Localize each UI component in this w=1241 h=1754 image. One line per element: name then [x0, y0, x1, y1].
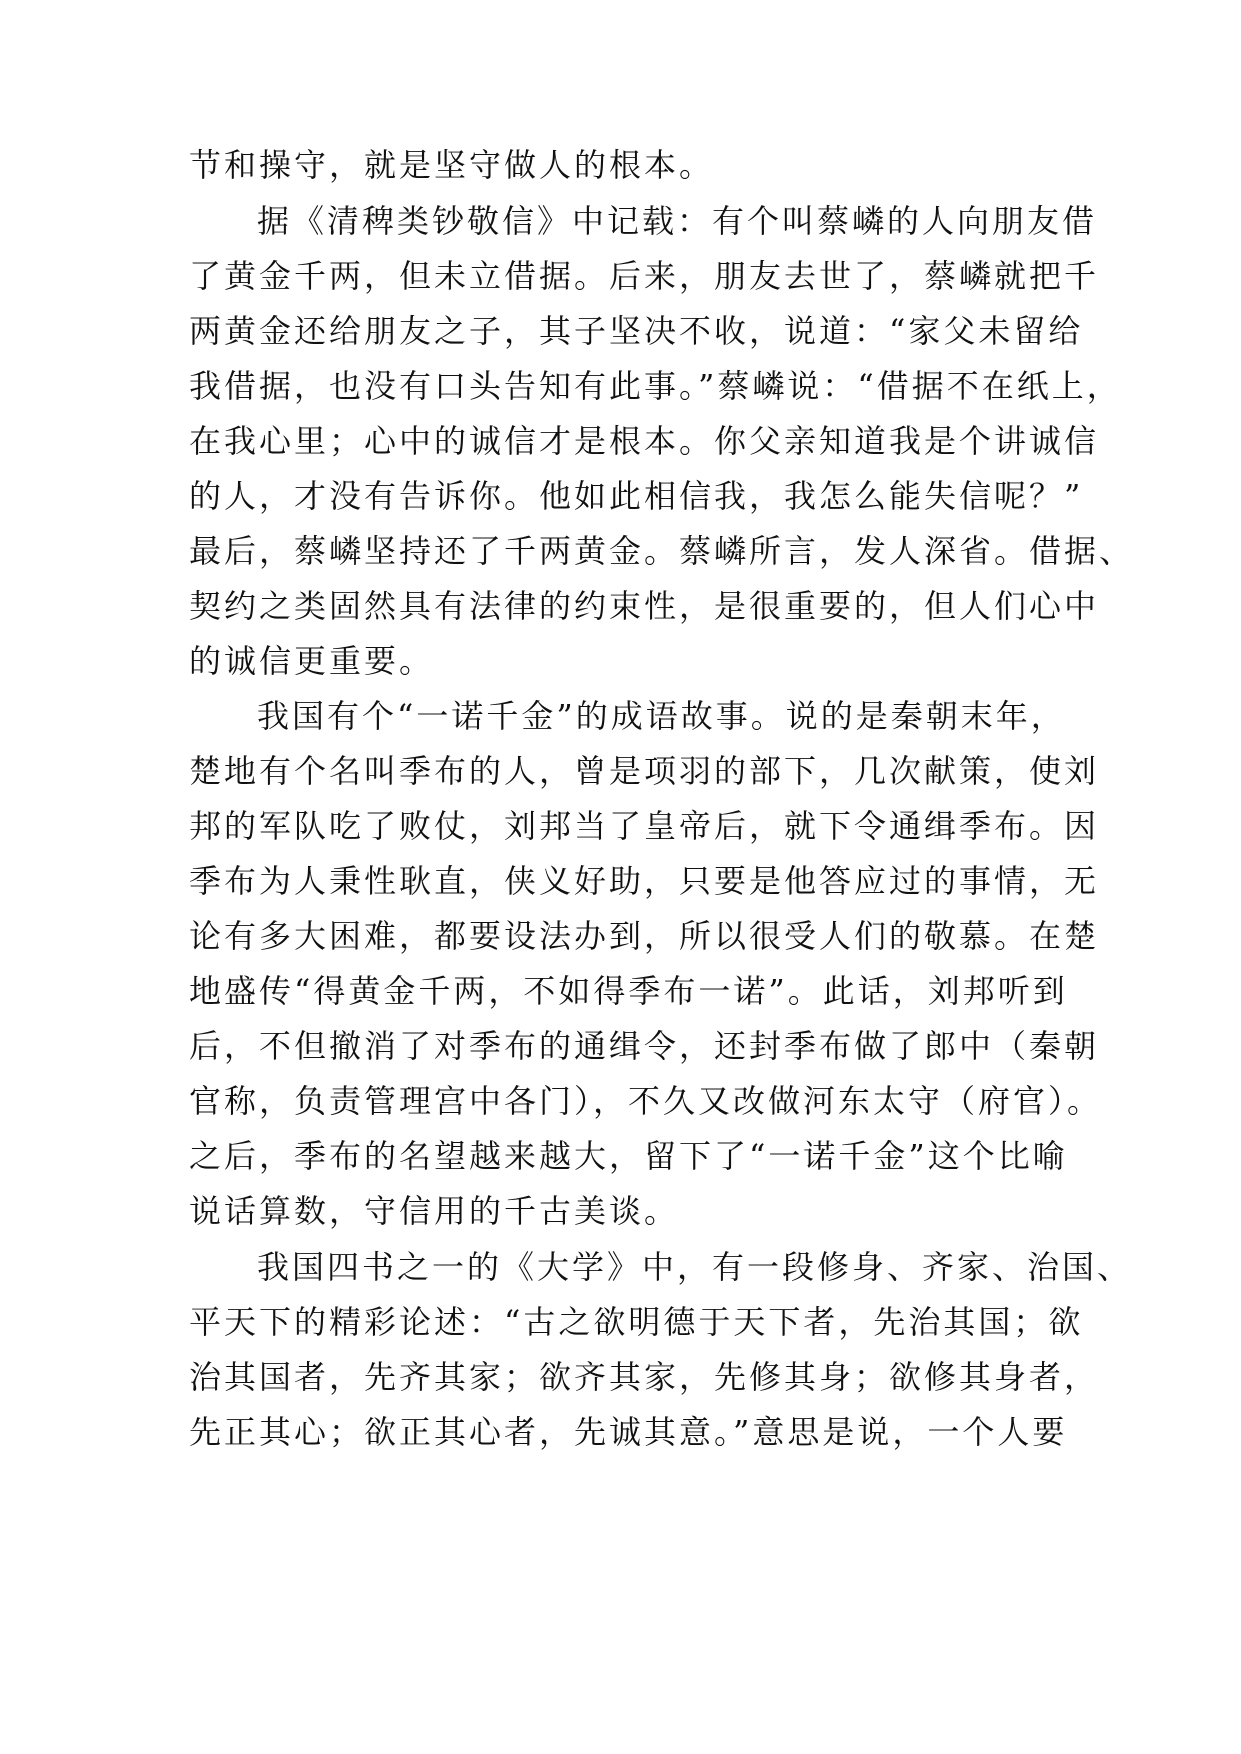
text-line-2: 据《清稗类钞敬信》中记载：有个叫蔡嶙的人向朋友借	[257, 202, 1098, 240]
text-line-6: 在我心里；心中的诚信才是根本。你父亲知道我是个讲诚信	[189, 422, 1100, 460]
text-line-22: 平天下的精彩论述：“古之欲明德于天下者，先治其国；欲	[189, 1303, 1084, 1341]
text-line-13: 邦的军队吃了败仗，刘邦当了皇帝后，就下令通缉季布。因	[189, 807, 1100, 845]
text-line-24: 先正其心；欲正其心者，先诚其意。”意思是说，一个人要	[189, 1413, 1068, 1451]
text-line-14: 季布为人秉性耿直，侠义好助，只要是他答应过的事情，无	[189, 862, 1100, 900]
text-line-15: 论有多大困难，都要设法办到，所以很受人们的敬慕。在楚	[189, 917, 1100, 955]
text-line-3: 了黄金千两，但未立借据。后来，朋友去世了，蔡嶙就把千	[189, 257, 1100, 295]
text-line-7: 的人，才没有告诉你。他如此相信我，我怎么能失信呢？”	[189, 477, 1084, 515]
text-line-16: 地盛传“得黄金千两，不如得季布一诺”。此话，刘邦听到	[189, 972, 1068, 1010]
text-line-11: 我国有个“一诺千金”的成语故事。说的是秦朝末年，	[257, 697, 1066, 735]
text-line-19: 之后，季布的名望越来越大，留下了“一诺千金”这个比喻	[189, 1137, 1068, 1175]
text-line-18: 官称，负责管理宫中各门），不久又改做河东太守（府官）。	[189, 1082, 1103, 1120]
text-line-9: 契约之类固然具有法律的约束性，是很重要的，但人们心中	[189, 587, 1100, 625]
text-line-21: 我国四书之一的《大学》中，有一段修身、齐家、治国、	[257, 1248, 1133, 1286]
text-line-1: 节和操守，就是坚守做人的根本。	[189, 146, 715, 184]
text-line-5: 我借据，也没有口头告知有此事。”蔡嶙说：“借据不在纸上，	[189, 367, 1122, 405]
text-line-20: 说话算数，守信用的千古美谈。	[189, 1192, 680, 1230]
text-line-10: 的诚信更重要。	[189, 642, 435, 680]
text-line-4: 两黄金还给朋友之子，其子坚决不收，说道：“家父未留给	[189, 312, 1084, 350]
text-line-8: 最后，蔡嶙坚持还了千两黄金。蔡嶙所言，发人深省。借据、	[189, 532, 1135, 570]
text-line-23: 治其国者，先齐其家；欲齐其家，先修其身；欲修其身者，	[189, 1358, 1100, 1396]
text-line-12: 楚地有个名叫季布的人，曾是项羽的部下，几次献策，使刘	[189, 752, 1100, 790]
text-line-17: 后，不但撤消了对季布的通缉令，还封季布做了郎中（秦朝	[189, 1027, 1100, 1065]
